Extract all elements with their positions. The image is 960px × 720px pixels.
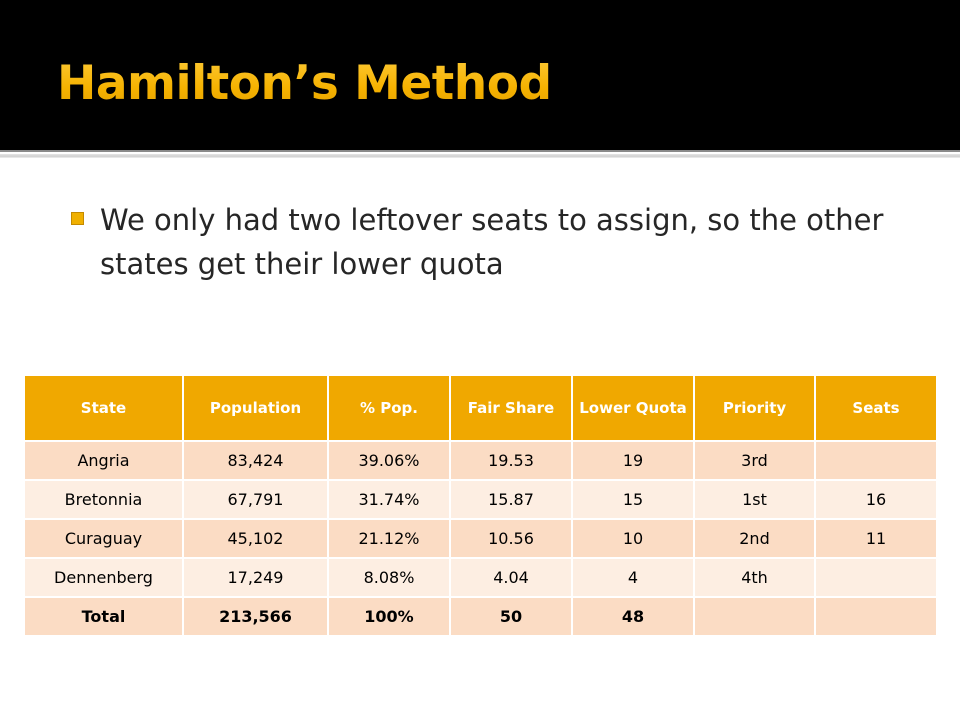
table-row (25, 480, 936, 519)
header-fair-share: Fair Share (450, 376, 572, 441)
header-lower-quota: Lower Quota (572, 376, 694, 441)
total-population: 213,566 (183, 597, 328, 635)
cell-fair-share: 4.04 (450, 558, 572, 597)
cell-fair-share: 19.53 (450, 441, 572, 480)
cell-state: Angria (25, 441, 183, 480)
header-state: State (25, 376, 183, 441)
cell-state: Dennenberg (25, 558, 183, 597)
cell-population: 45,102 (183, 519, 328, 558)
cell-percent-pop: 31.74% (328, 480, 450, 519)
header-seats: Seats (815, 376, 936, 441)
table-total-row (25, 597, 936, 635)
table-row (25, 441, 936, 480)
cell-lower-quota: 19 (572, 441, 694, 480)
total-label: Total (25, 597, 183, 635)
cell-priority: 2nd (694, 519, 815, 558)
cell-seats (815, 558, 936, 597)
header-percent-pop: % Pop. (328, 376, 450, 441)
bullet-text: We only had two leftover seats to assign, so the other states get their lower quota (100, 203, 884, 281)
divider-line (0, 150, 960, 152)
divider-shadow (0, 154, 960, 158)
cell-seats: 11 (815, 519, 936, 558)
cell-priority: 4th (694, 558, 815, 597)
cell-priority: 3rd (694, 441, 815, 480)
cell-lower-quota: 4 (572, 558, 694, 597)
table-row (25, 519, 936, 558)
total-lower-quota: 48 (572, 597, 694, 635)
cell-lower-quota: 15 (572, 480, 694, 519)
cell-state: Bretonnia (25, 480, 183, 519)
table-header-row (25, 376, 936, 441)
total-fair-share: 50 (450, 597, 572, 635)
title-bar (0, 0, 960, 150)
cell-population: 17,249 (183, 558, 328, 597)
total-priority (694, 597, 815, 635)
cell-percent-pop: 21.12% (328, 519, 450, 558)
cell-percent-pop: 39.06% (328, 441, 450, 480)
total-percent-pop: 100% (328, 597, 450, 635)
total-seats (815, 597, 936, 635)
bullet-square-icon (71, 212, 84, 225)
apportionment-table (25, 376, 936, 635)
cell-state: Curaguay (25, 519, 183, 558)
cell-seats (815, 441, 936, 480)
cell-fair-share: 10.56 (450, 519, 572, 558)
header-priority: Priority (694, 376, 815, 441)
cell-population: 67,791 (183, 480, 328, 519)
cell-population: 83,424 (183, 441, 328, 480)
slide-title: Hamilton’s Method (57, 44, 552, 124)
cell-priority: 1st (694, 480, 815, 519)
cell-seats: 16 (815, 480, 936, 519)
cell-lower-quota: 10 (572, 519, 694, 558)
cell-percent-pop: 8.08% (328, 558, 450, 597)
table-row (25, 558, 936, 597)
cell-fair-share: 15.87 (450, 480, 572, 519)
header-population: Population (183, 376, 328, 441)
